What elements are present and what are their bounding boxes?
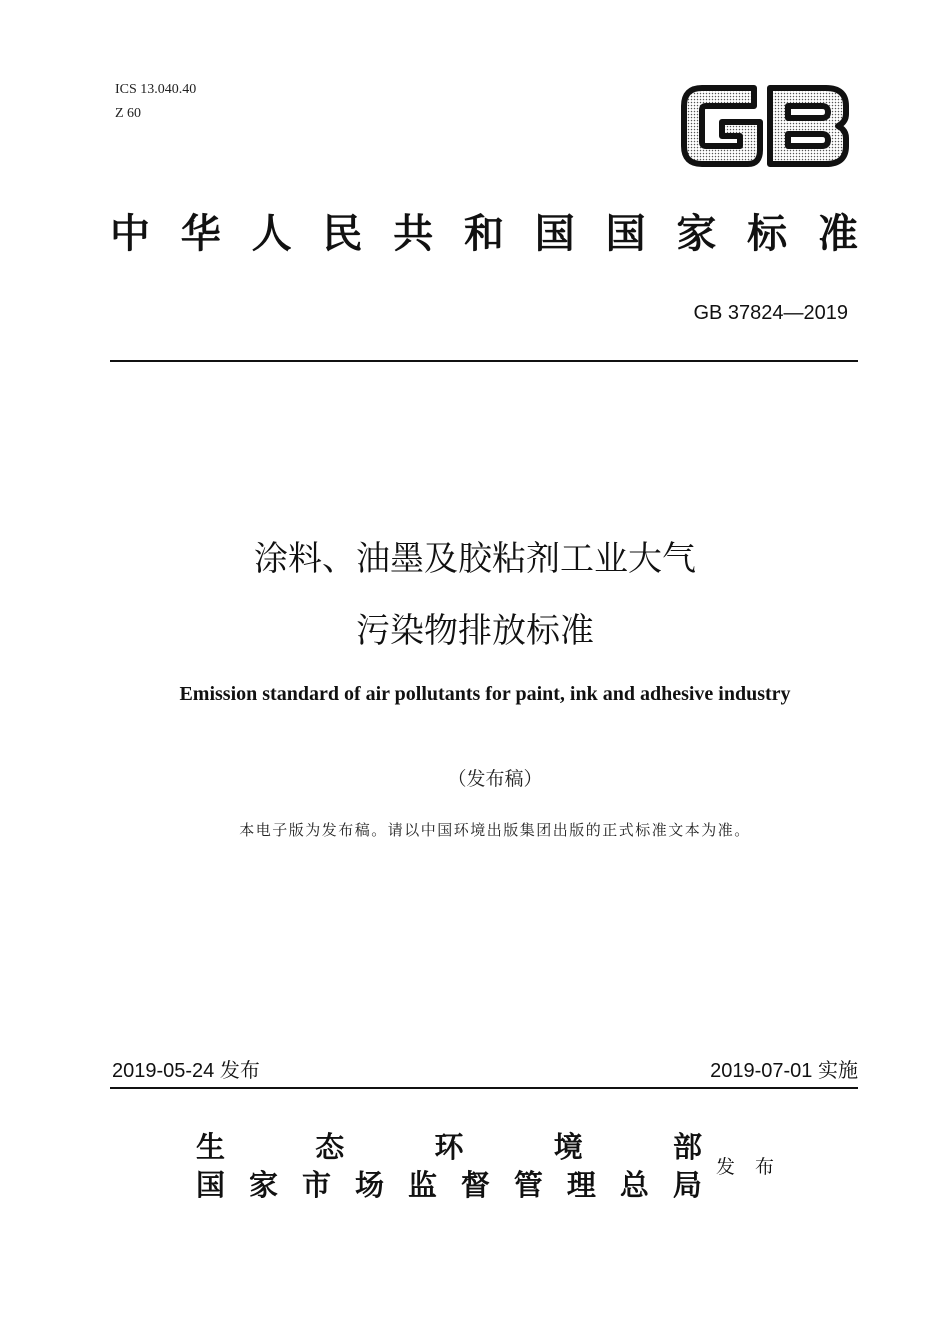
title-char: 家 (676, 210, 717, 257)
title-char: 准 (817, 210, 858, 257)
issuer-char: 环 (434, 1130, 464, 1164)
top-divider (110, 360, 858, 362)
standard-number: GB 37824—2019 (693, 302, 848, 324)
title-char: 国 (605, 210, 646, 257)
national-standard-title (110, 208, 858, 260)
issuer-char: 部 (672, 1130, 702, 1164)
title-char: 国 (534, 210, 575, 257)
issuer-char: 家 (248, 1168, 278, 1202)
title-char: 共 (393, 210, 434, 257)
issuer-administration (196, 1168, 702, 1202)
issuer-char: 境 (553, 1130, 583, 1164)
bottom-divider (110, 1087, 858, 1089)
issuer-char: 管 (513, 1168, 543, 1202)
publish-label: 发布 (716, 1156, 795, 1178)
title-char: 和 (463, 210, 504, 257)
notice-text: 本电子版为发布稿。请以中国环境出版集团出版的正式标准文本为准。 (239, 821, 751, 839)
issuer-char: 生 (196, 1130, 226, 1164)
issuer-char: 市 (301, 1168, 331, 1202)
issuer-char: 国 (196, 1168, 226, 1202)
issuer-char: 督 (460, 1168, 490, 1202)
title-en: Emission standard of air pollutants for paint, ink and adhesive industry (179, 683, 791, 705)
ccs-code: Z 60 (115, 106, 142, 121)
title-char: 人 (251, 210, 292, 257)
issue-date: 2019-05-24 发布 (112, 1060, 260, 1082)
draft-label: （发布稿） (447, 768, 543, 790)
title-char: 华 (180, 210, 221, 257)
implementation-date: 2019-07-01 实施 (710, 1060, 858, 1082)
issuer-char: 总 (619, 1168, 649, 1202)
title-cn-line-1: 涂料、油墨及胶粘剂工业大气 (254, 539, 696, 579)
title-char: 标 (747, 210, 788, 257)
ics-code: ICS 13.040.40 (115, 82, 197, 97)
issuer-char: 局 (672, 1168, 702, 1202)
title-char: 民 (322, 210, 363, 257)
title-char: 中 (110, 210, 150, 257)
issuer-char: 监 (407, 1168, 437, 1202)
issuer-char: 理 (566, 1168, 596, 1202)
issuer-ministry (196, 1130, 702, 1164)
issuer-char: 场 (354, 1168, 384, 1202)
issuer-char: 态 (315, 1130, 345, 1164)
gb-logo (678, 80, 852, 172)
title-cn-line-2: 污染物排放标准 (356, 611, 594, 651)
